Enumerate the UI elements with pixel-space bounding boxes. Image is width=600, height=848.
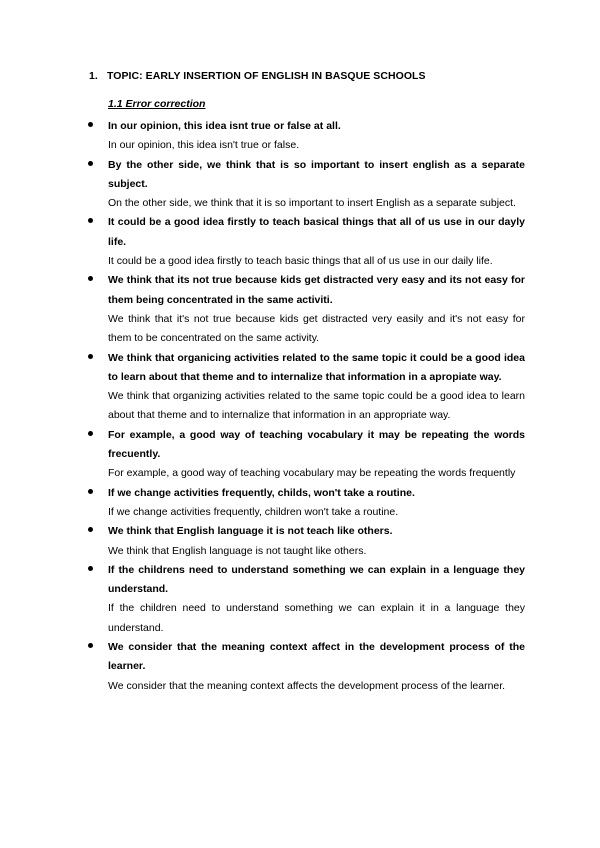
- original-sentence: We think that English language it is not teach like others.: [108, 525, 393, 538]
- corrected-sentence: We consider that the meaning context affects the development process of the learner.: [108, 679, 506, 692]
- original-sentence: If the childrens need to understand something we can explain in a lenguage they understand.: [108, 563, 525, 596]
- section-number: 1.: [89, 70, 98, 82]
- bullet-icon: [88, 161, 93, 166]
- corrected-sentence: It could be a good idea firstly to teach basic things that all of us use in our daily life.: [108, 255, 493, 268]
- corrected-sentence: In our opinion, this idea isn't true or false.: [108, 139, 300, 152]
- section-heading: [89, 70, 426, 82]
- corrected-sentence: If we change activities frequently, children won't take a routine.: [108, 505, 399, 518]
- correction-item: [0, 426, 525, 484]
- corrected-sentence: On the other side, we think that it is so important to insert English as a separate subject.: [108, 197, 516, 210]
- original-sentence: By the other side, we think that is so important to insert english as a separate subject.: [108, 158, 525, 190]
- corrected-sentence: If the children need to understand something we can explain it in a language they understand.: [108, 602, 525, 634]
- correction-item: [0, 484, 525, 523]
- bullet-icon: [88, 122, 93, 127]
- bullet-icon: [88, 643, 93, 648]
- correction-item: [0, 349, 525, 426]
- original-sentence: We think that its not true because kids get distracted very easy and its not easy for them being concentrated in the same activiti.: [108, 274, 525, 306]
- correction-item: [0, 638, 525, 696]
- bullet-icon: [88, 566, 93, 571]
- correction-item: [0, 213, 525, 271]
- corrected-sentence: For example, a good way of teaching vocabulary may be repeating the words frequently: [108, 467, 516, 480]
- section-title: TOPIC: EARLY INSERTION OF ENGLISH IN BASQUE SCHOOLS: [107, 70, 426, 82]
- bullet-icon: [88, 354, 93, 359]
- correction-item: [0, 156, 525, 214]
- corrected-sentence: We think that English language is not taught like others.: [108, 544, 367, 557]
- subsection-heading: 1.1 Error correction: [108, 98, 206, 110]
- bullet-icon: [88, 527, 93, 532]
- original-sentence: We consider that the meaning context affect in the development process of the learner.: [108, 641, 525, 673]
- correction-item: [0, 561, 525, 638]
- corrected-sentence: We think that it's not true because kids get distracted very easily and it's not easy for them to be concentrated on the same activity.: [108, 312, 525, 345]
- original-sentence: We think that organicing activities related to the same topic it could be a good idea to learn about that theme and to internalize that information in a apropiate way.: [108, 351, 525, 383]
- original-sentence: For example, a good way of teaching vocabulary it may be repeating the words frecuently.: [108, 428, 525, 461]
- corrected-sentence: We think that organizing activities related to the same topic could be a good idea to learn about that theme and to internalize that information in an appropriate way.: [108, 390, 525, 422]
- correction-item: [0, 117, 525, 156]
- original-sentence: It could be a good idea firstly to teach basical things that all of us use in our dayly life.: [108, 216, 525, 248]
- correction-list: [0, 117, 600, 696]
- bullet-icon: [88, 431, 93, 436]
- bullet-icon: [88, 218, 93, 223]
- bullet-icon: [88, 489, 93, 494]
- original-sentence: In our opinion, this idea isnt true or false at all.: [108, 120, 341, 132]
- bullet-icon: [88, 276, 93, 281]
- correction-item: [0, 522, 525, 561]
- original-sentence: If we change activities frequently, childs, won't take a routine.: [108, 486, 415, 499]
- correction-item: [0, 271, 525, 348]
